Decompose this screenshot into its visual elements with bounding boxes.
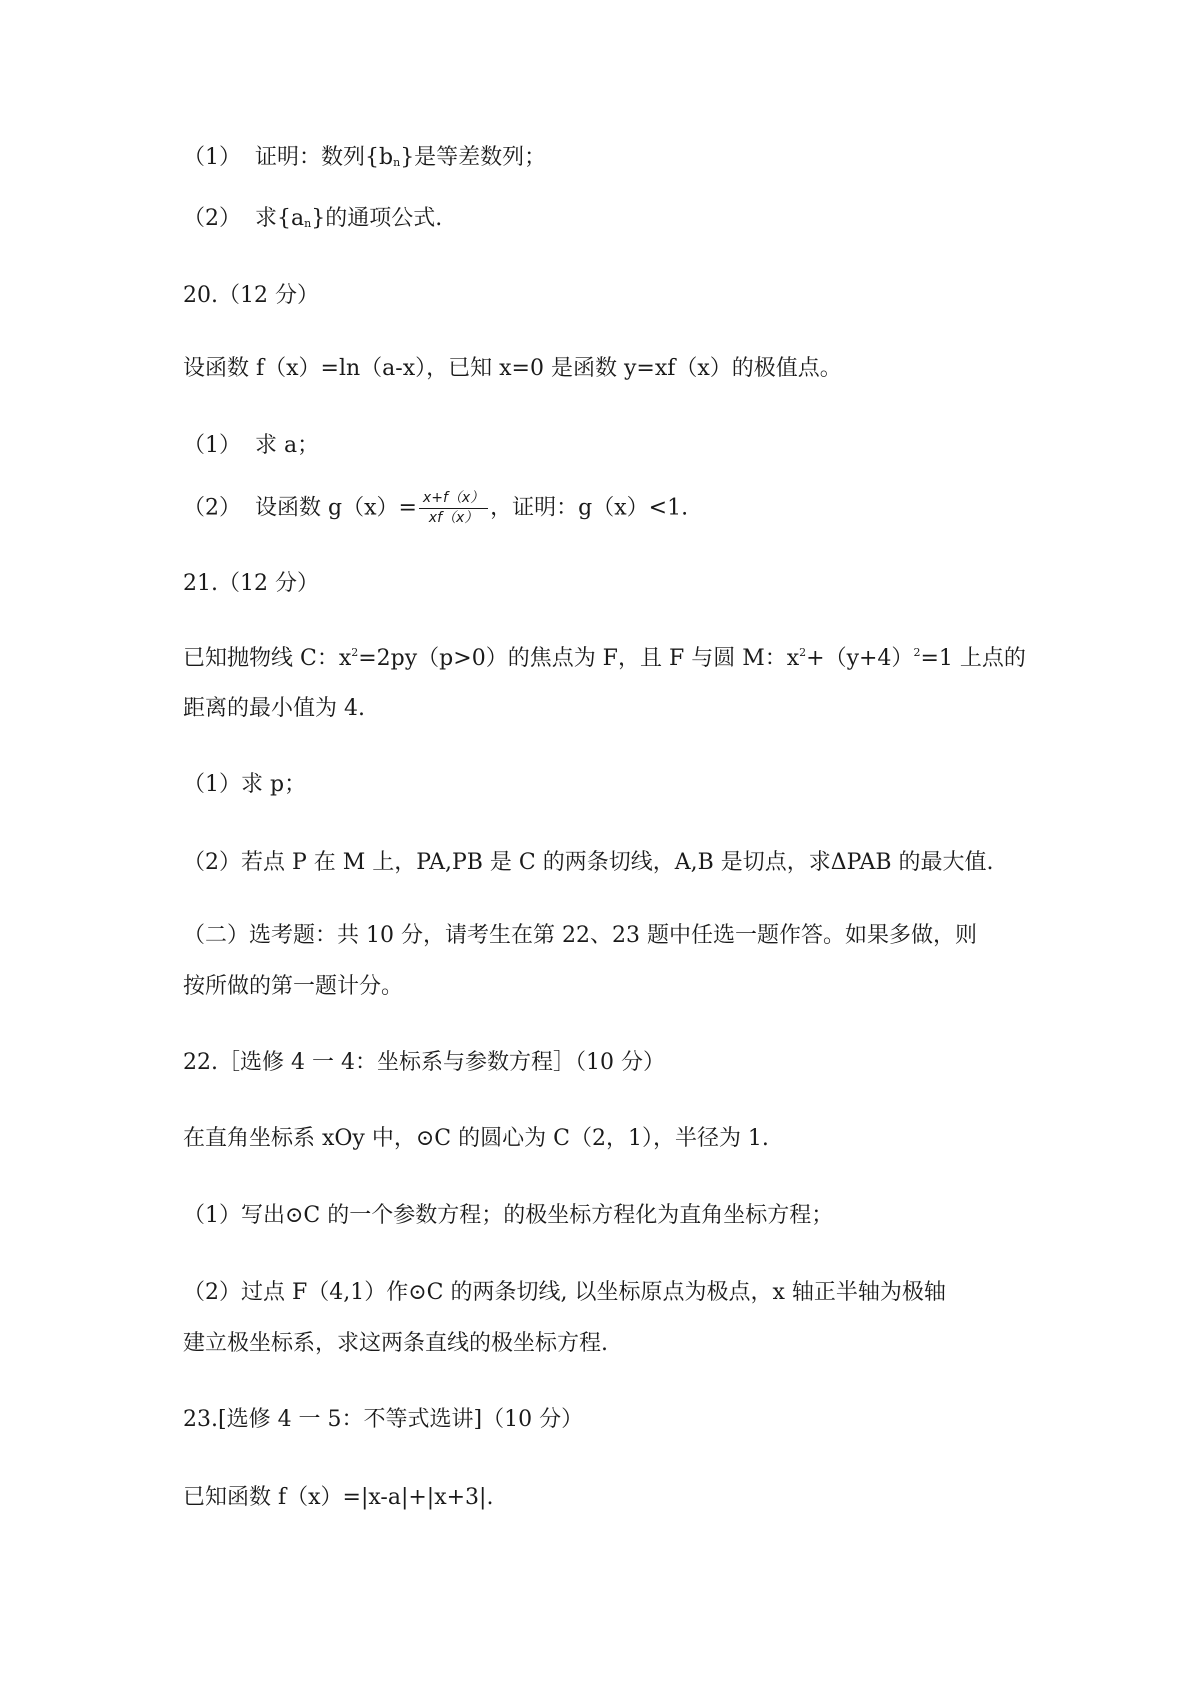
subscript: n: [304, 217, 312, 230]
sub-question-text: }的通项公式.: [311, 206, 443, 231]
superscript: 2: [351, 646, 359, 659]
stem-text: =1 上点的: [920, 646, 1026, 671]
problem-23-stem: 已知函数 f（x）=|x-a|+|x+3|.: [183, 1485, 494, 1510]
stem-text: +（y+4）: [806, 646, 914, 671]
problem-21-stem: [183, 644, 1026, 674]
sub-question-text: 求 a；: [255, 433, 320, 458]
problem-22-header: 22.［选修 4 一 4：坐标系与参数方程］（10 分）: [183, 1050, 665, 1075]
optional-section-instruction-line2: 按所做的第一题计分。: [183, 974, 404, 999]
sub-question-text: ，证明：g（x）<1.: [490, 495, 689, 521]
p22-sub-question-2-line2: 建立极坐标系，求这两条直线的极坐标方程.: [183, 1331, 608, 1356]
fraction-denominator: xf（x）: [428, 510, 479, 526]
problem-20-header: 20.（12 分）: [183, 283, 319, 308]
p21-sub-question-1: （1）求 p；: [183, 772, 307, 797]
superscript: 2: [799, 646, 807, 659]
p19-sub-question-1: [183, 143, 546, 178]
problem-21-stem-line2: 距离的最小值为 4.: [183, 696, 365, 721]
sub-question-text: 求{a: [255, 206, 305, 231]
p20-sub-question-2: [183, 490, 688, 527]
stem-text: =2py（p>0）的焦点为 F，且 F 与圆 M：x: [358, 646, 800, 671]
sub-question-text: }是等差数列；: [400, 145, 547, 170]
fraction: [419, 490, 488, 527]
problem-20-stem: 设函数 f（x）=ln（a-x），已知 x=0 是函数 y=xf（x）的极值点。: [183, 356, 842, 381]
problem-21-header: 21.（12 分）: [183, 571, 319, 596]
sub-question-label: （1）: [183, 433, 241, 458]
fraction-numerator: x+f（x）: [419, 490, 488, 509]
sub-question-text: 设函数 g（x）=: [255, 495, 417, 521]
sub-question-label: （2）: [183, 206, 241, 231]
problem-23-header: 23.[选修 4 一 5：不等式选讲]（10 分）: [183, 1407, 584, 1432]
p20-sub-question-1: [183, 431, 319, 461]
subscript: n: [393, 156, 401, 169]
sub-question-label: （2）: [183, 495, 241, 521]
problem-22-stem: 在直角坐标系 xOy 中，⊙C 的圆心为 C（2，1），半径为 1.: [183, 1126, 769, 1151]
p22-sub-question-2: （2）过点 F（4,1）作⊙C 的两条切线, 以坐标原点为极点，x 轴正半轴为极轴: [183, 1280, 946, 1305]
optional-section-instruction: （二）选考题：共 10 分，请考生在第 22、23 题中任选一题作答。如果多做，则: [183, 923, 977, 948]
sub-question-label: （1）: [183, 145, 241, 170]
p19-sub-question-2: [183, 204, 442, 239]
superscript: 2: [913, 646, 921, 659]
sub-question-text: 证明：数列{b: [255, 145, 394, 170]
p22-sub-question-1: （1）写出⊙C 的一个参数方程；的极坐标方程化为直角坐标方程；: [183, 1203, 834, 1228]
p21-sub-question-2: （2）若点 P 在 M 上，PA,PB 是 C 的两条切线，A,B 是切点，求ΔPAB 的最大值.: [183, 850, 994, 875]
stem-text: 已知抛物线 C：x: [183, 646, 352, 671]
